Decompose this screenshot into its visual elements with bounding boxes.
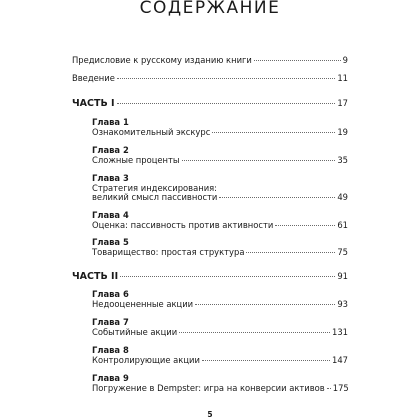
dot-leader bbox=[117, 78, 335, 79]
dot-leader bbox=[179, 332, 330, 333]
toc-chapter-5[interactable] bbox=[92, 247, 348, 257]
chapter-heading: Глава 4 bbox=[92, 210, 129, 220]
toc-entry-label: Введение bbox=[72, 73, 115, 83]
chapter-heading: Глава 1 bbox=[92, 117, 129, 127]
chapter-title: Погружение в Dempster: игра на конверсии активов bbox=[92, 383, 325, 393]
chapter-page: 61 bbox=[337, 220, 348, 230]
chapter-page: 19 bbox=[337, 127, 348, 137]
toc-chapter-6[interactable] bbox=[92, 299, 348, 309]
chapter-heading: Глава 9 bbox=[92, 373, 129, 383]
dot-leader bbox=[195, 304, 335, 305]
toc-chapter-9[interactable] bbox=[92, 383, 348, 393]
chapter-heading: Глава 3 bbox=[92, 173, 129, 183]
toc-chapter-2[interactable] bbox=[92, 155, 348, 165]
chapter-heading: Глава 7 bbox=[92, 317, 129, 327]
toc-chapter-1[interactable] bbox=[92, 127, 348, 137]
chapter-page: 147 bbox=[332, 355, 348, 365]
dot-leader bbox=[212, 132, 335, 133]
chapter-heading: Глава 8 bbox=[92, 345, 129, 355]
chapter-title: Товарищество: простая структура bbox=[92, 247, 245, 257]
chapter-page: 93 bbox=[337, 299, 348, 309]
chapter-page: 131 bbox=[332, 327, 348, 337]
dot-leader bbox=[117, 103, 336, 104]
dot-leader bbox=[327, 388, 331, 389]
chapter-title: Контролирующие акции bbox=[92, 355, 200, 365]
chapter-page: 35 bbox=[337, 155, 348, 165]
toc-chapter-4[interactable] bbox=[92, 220, 348, 230]
chapter-title: Событийные акции bbox=[92, 327, 178, 337]
dot-leader bbox=[275, 225, 335, 226]
chapter-page: 49 bbox=[337, 192, 348, 202]
toc-entry-page: 11 bbox=[337, 73, 348, 83]
chapter-page: 175 bbox=[332, 383, 349, 393]
toc-entry-introduction[interactable] bbox=[72, 73, 348, 83]
dot-leader bbox=[219, 197, 335, 198]
chapter-title-line: Стратегия индексирования: bbox=[92, 183, 218, 193]
chapter-heading: Глава 5 bbox=[92, 237, 129, 247]
toc-part-label: ЧАСТЬ II bbox=[72, 271, 119, 282]
toc-entry-preface[interactable] bbox=[72, 55, 348, 65]
toc-part-1[interactable] bbox=[72, 98, 348, 109]
dot-leader bbox=[120, 276, 335, 277]
toc-part-page: 17 bbox=[337, 98, 348, 108]
toc-part-label: ЧАСТЬ I bbox=[72, 98, 115, 109]
chapter-heading: Глава 2 bbox=[92, 145, 129, 155]
dot-leader bbox=[202, 360, 330, 361]
toc-part-page: 91 bbox=[337, 271, 348, 281]
chapter-title: Оценка: пассивность против активности bbox=[92, 220, 274, 230]
toc-part-2[interactable] bbox=[72, 271, 348, 282]
toc-chapter-8[interactable] bbox=[92, 355, 348, 365]
chapter-page: 75 bbox=[337, 247, 348, 257]
dot-leader bbox=[246, 252, 335, 253]
page-title: СОДЕРЖАНИЕ bbox=[139, 0, 281, 18]
dot-leader bbox=[254, 60, 341, 61]
toc-chapter-7[interactable] bbox=[92, 327, 348, 337]
chapter-heading: Глава 6 bbox=[92, 289, 129, 299]
chapter-title: Сложные проценты bbox=[92, 155, 180, 165]
chapter-title: великий смысл пассивности bbox=[92, 192, 218, 202]
dot-leader bbox=[182, 160, 336, 161]
chapter-title: Недооцененные акции bbox=[92, 299, 194, 309]
toc-entry-label: Предисловие к русскому изданию книги bbox=[72, 55, 252, 65]
toc-chapter-3[interactable] bbox=[92, 192, 348, 202]
page-number: 5 bbox=[207, 410, 213, 419]
toc-entry-page: 9 bbox=[342, 55, 348, 65]
chapter-title: Ознакомительный экскурс bbox=[92, 127, 211, 137]
